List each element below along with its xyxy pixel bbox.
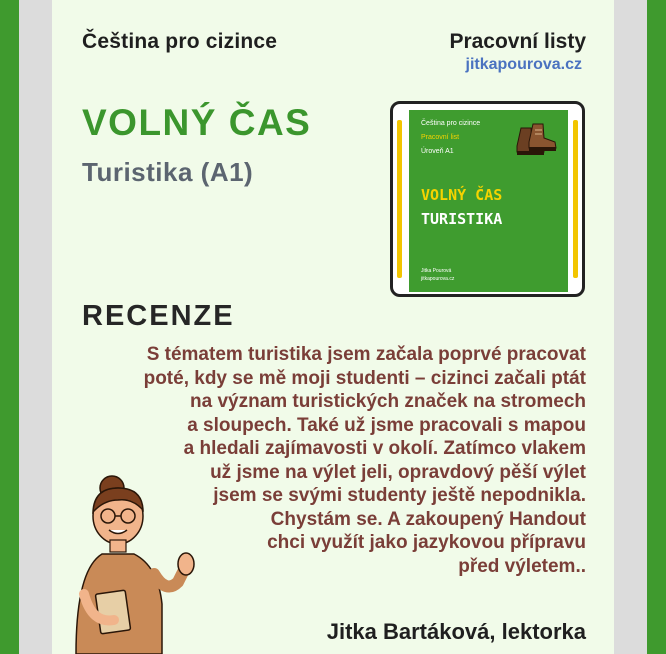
cover-title-1: VOLNÝ ČAS (421, 186, 503, 204)
cover-line-3: Úroveň A1 (421, 148, 454, 155)
cover-stripe-right (573, 120, 578, 278)
header-left-label: Čeština pro cizince (82, 30, 278, 53)
review-signature: Jitka Bartáková, lektorka (326, 619, 586, 644)
cover-site: jitkapourova.cz (421, 276, 455, 282)
cover-line-1: Čeština pro cizince (421, 120, 481, 127)
review-line: chci využít jako jazykovou přípravu (267, 532, 586, 553)
review-line: poté, kdy se mě moji studenti – cizinci začali ptát (143, 367, 586, 389)
review-line: a sloupech. Také už jsme pracovali s mapou (187, 414, 586, 436)
review-line: na význam turistických značek na stromech (190, 391, 586, 412)
teacher-illustration (62, 474, 202, 654)
cover-author: Jitka Pourová (421, 268, 452, 274)
review-heading: RECENZE (82, 300, 235, 332)
page-title: VOLNÝ ČAS (82, 102, 312, 143)
cover-line-2: Pracovní list (421, 134, 460, 141)
header-right-label: Pracovní listy (449, 30, 586, 53)
review-line: a hledali zajímavosti v okolí. Zatímco vlakem (183, 438, 586, 459)
review-line: před výletem.. (458, 555, 586, 577)
cover-title-2: TURISTIKA (421, 210, 503, 228)
hiking-boots-icon (513, 122, 561, 160)
cover-stripe-left (397, 120, 402, 278)
page-subtitle: Turistika (A1) (82, 157, 254, 187)
website-link[interactable]: jitkapourova.cz (465, 56, 582, 73)
review-line: už jsme na výlet jeli, opravdový pěší výlet (210, 461, 586, 483)
book-cover-thumbnail[interactable] (390, 101, 585, 297)
review-line: S tématem turistika jsem začala poprvé pracovat (146, 344, 586, 365)
review-line: jsem se svými studenty ještě nepodnikla. (213, 485, 586, 506)
cover-page (409, 110, 568, 292)
review-line: Chystám se. A zakoupený Handout (270, 508, 586, 530)
